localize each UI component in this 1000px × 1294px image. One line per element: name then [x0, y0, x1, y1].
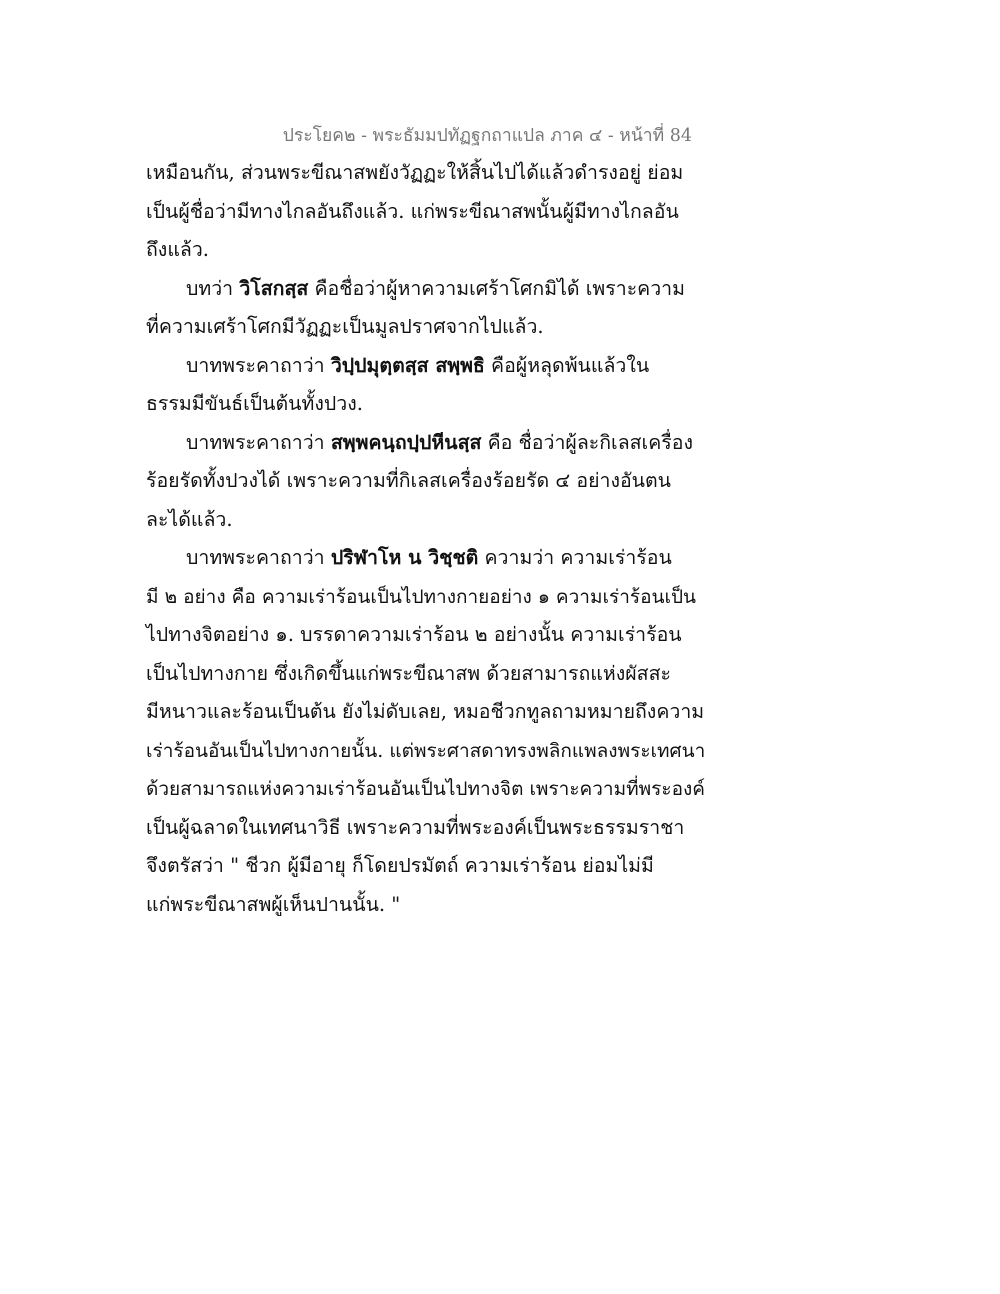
text-line: เป็นผู้ฉลาดในเทศนาวิธี เพราะความที่พระองค์เป็นพระธรรมราชา — [146, 815, 685, 839]
text-line: บาทพระคาถาว่า ปริฬาโห น วิชฺชติ ความว่า ความเร่าร้อน — [186, 546, 672, 569]
pali-term: วิโสกสฺส — [239, 276, 309, 300]
text-line: มีหนาวและร้อนเป็นต้น ยังไม่ดับเลย, หมอชีวกทูลถามหมายถึงความ — [146, 700, 705, 723]
pali-term: สพฺพคนฺถปฺปหีนสฺส — [330, 430, 482, 454]
text-line: ร้อยรัดทั้งปวงได้ เพราะความที่กิเลสเครื่องร้อยรัด ๔ อย่างอันตน — [146, 469, 671, 492]
text-line: เหมือนกัน, ส่วนพระขีณาสพยังวัฏฏะให้สิ้นไปได้แล้วดำรงอยู่ ย่อม — [146, 161, 684, 184]
pali-term: ปริฬาโห น วิชฺชติ — [330, 546, 479, 569]
text-line: ธรรมมีขันธ์เป็นต้นทั้งปวง. — [146, 392, 363, 415]
text-line: ที่ความเศร้าโศกมีวัฏฏะเป็นมูลปราศจากไปแล้ว. — [146, 315, 544, 338]
text-line: ด้วยสามารถแห่งความเร่าร้อนอันเป็นไปทางจิต เพราะความที่พระองค์ — [146, 778, 705, 800]
running-header: ประโยค๒ - พระธัมมปทัฏฐกถาแปล ภาค ๔ - หน้าที่ 84 — [282, 126, 692, 146]
body-text — [146, 154, 706, 924]
text-line: ไปทางจิตอย่าง ๑. บรรดาความเร่าร้อน ๒ อย่างนั้น ความเร่าร้อน — [146, 623, 682, 646]
text-line: บทว่า วิโสกสฺส คือชื่อว่าผู้หาความเศร้าโศกมิได้ เพราะความ — [186, 276, 685, 300]
text-line: ละได้แล้ว. — [146, 507, 233, 531]
text-line: เป็นไปทางกาย ซึ่งเกิดขึ้นแก่พระขีณาสพ ด้วยสามารถแห่งผัสสะ — [146, 661, 671, 685]
text-line: จึงตรัสว่า " ชีวก ผู้มีอายุ ก็โดยปรมัตถ์ ความเร่าร้อน ย่อมไม่มี — [146, 854, 654, 877]
text-line: เป็นผู้ชื่อว่ามีทางไกลอันถึงแล้ว. แก่พระขีณาสพนั้นผู้มีทางไกลอัน — [146, 199, 679, 223]
text-line: บาทพระคาถาว่า วิปฺปมุตฺตสฺส สพฺพธิ คือผู้หลุดพ้นแล้วใน — [186, 353, 650, 377]
text-line: แก่พระขีณาสพผู้เห็นปานนั้น. " — [146, 892, 401, 916]
text-line: มี ๒ อย่าง คือ ความเร่าร้อนเป็นไปทางกายอย่าง ๑ ความเร่าร้อนเป็น — [146, 585, 697, 608]
pali-term: วิปฺปมุตฺตสฺส สพฺพธิ — [330, 353, 485, 377]
text-line: เร่าร้อนอันเป็นไปทางกายนั้น. แต่พระศาสดาทรงพลิกแพลงพระเทศนา — [146, 739, 706, 762]
text-line: บาทพระคาถาว่า สพฺพคนฺถปฺปหีนสฺส คือ ชื่อว่าผู้ละกิเลสเครื่อง — [186, 430, 693, 454]
text-line: ถึงแล้ว. — [146, 238, 209, 261]
